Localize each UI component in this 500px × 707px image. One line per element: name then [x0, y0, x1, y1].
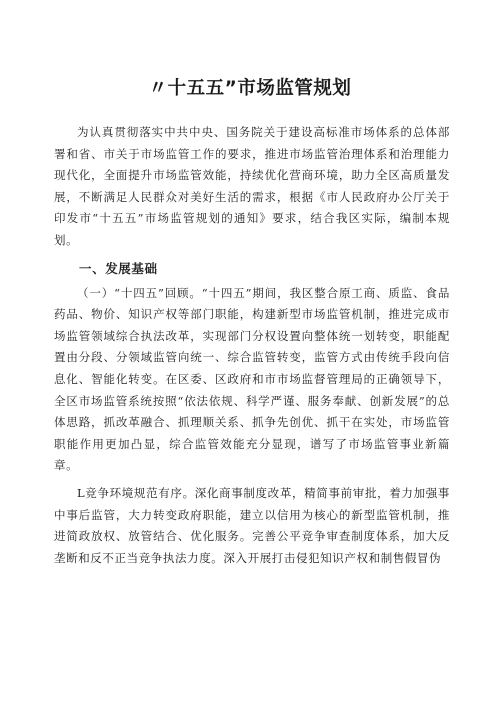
review-paragraph: （一）“十四五”回顾。“十四五”期间，我区整合原工商、质监、食品药品、物价、知识产权等部门职能，构建新型市场监管机制，推进完成市场监管领域综合执法改革，实现部门分权设置向整体统一划转变，职能配置由分段、分领域监管向统一、综合监管转变，监管方式由传统手段向信息化、智能化转变。在区委、区政府和市市场监督管理局的正确领导下，全区市场监管系统按照“依法依规、科学严谨、服务奉献、创新发展”的总体思路，抓改革融合、抓理顺关系、抓争先创优、抓干在实处，市场监管职能作用更加凸显，综合监管效能充分显现，谱写了市场监管事业新篇章。 [54, 285, 450, 473]
intro-paragraph: 为认真贯彻落实中共中央、国务院关于建设高标准市场体系的总体部署和省、市关于市场监管工作的要求，推进市场监管治理体系和治理能力现代化，全面提升市场监管效能，持续优化营商环境，助力全区高质量发展，不断满足人民群众对美好生活的需求，根据《市人民政府办公厅关于印发市“十五五”市场监管规划的通知》要求，结合我区实际，编制本规划。 [54, 125, 450, 247]
competition-paragraph: L竞争环境规范有序。深化商事制度改革，精简事前审批，着力加强事中事后监管，大力转变政府职能，建立以信用为核心的新型监管机制，推进简政放权、放管结合、优化服务。完善公平竞争审查制度体系，加大反垄断和反不正当竞争执法力度。深入开展打击侵犯知识产权和制售假冒伪 [54, 485, 450, 565]
document-body [54, 122, 450, 569]
document-title: 〃十五五”市场监管规划 [148, 78, 352, 99]
section-heading-development-basis: 一、发展基础 [79, 260, 158, 276]
